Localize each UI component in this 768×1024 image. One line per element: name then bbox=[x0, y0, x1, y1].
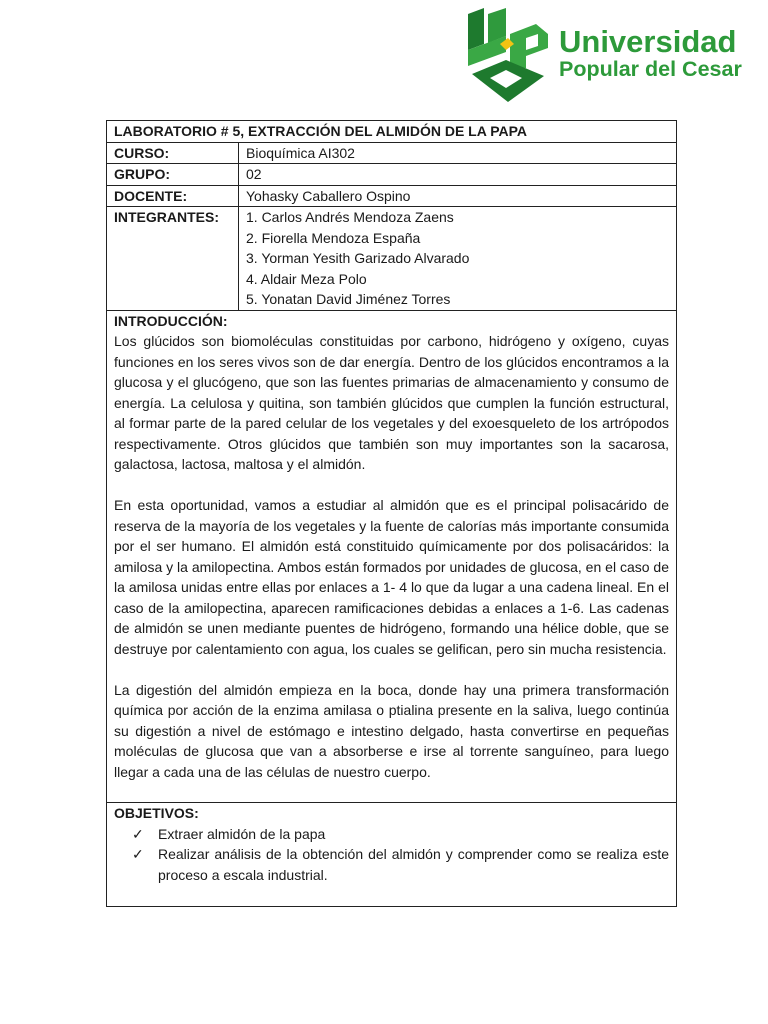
lab-info-table bbox=[106, 120, 677, 907]
curso-label: CURSO: bbox=[107, 142, 239, 164]
objective-text: Realizar análisis de la obtención del almidón y comprender como se realiza este proceso a escala industrial. bbox=[158, 846, 669, 883]
university-emblem-icon bbox=[466, 4, 558, 104]
logo-line-university: Universidad bbox=[559, 24, 737, 59]
curso-value: Bioquímica AI302 bbox=[239, 142, 677, 164]
objective-item bbox=[132, 824, 669, 845]
curso-row bbox=[107, 142, 677, 164]
objetivos-section bbox=[107, 803, 677, 907]
grupo-row bbox=[107, 164, 677, 186]
logo-line-popular-del-cesar: Popular del Cesar bbox=[559, 57, 742, 81]
member-item: 4. Aldair Meza Polo bbox=[246, 270, 367, 287]
intro-paragraph: Los glúcidos son biomoléculas constituidas por carbono, hidrógeno y oxígeno, cuyas funciones en los seres vivos son de dar energía. Dentro de los glúcidos encontramos a la glucosa y el glucógeno, que son las fuentes primarias de almacenamiento y consumo de energía. La celulosa y quitina, son también glúcidos que cumplen la función estructural, al formar parte de la pared celular de los vegetales y del exoesqueleto de los artrópodos respectivamente. Otros glúcidos que también son muy importantes son la sacarosa, galactosa, lactosa, maltosa y el almidón. bbox=[114, 333, 669, 472]
member-item: 1. Carlos Andrés Mendoza Zaens bbox=[246, 209, 454, 225]
checkmark-icon: ✓ bbox=[132, 825, 144, 842]
lab-title: LABORATORIO # 5, EXTRACCIÓN DEL ALMIDÓN DE LA PAPA bbox=[107, 121, 677, 143]
intro-paragraph: La digestión del almidón empieza en la boca, donde hay una primera transformación química por acción de la enzima amilasa o ptialina presente en la saliva, luego continúa su digestión a nivel de estómago e intestino delgado, hasta convertirse en pequeñas moléculas de glucosa que van a absorberse e irse al torrente sanguíneo, para luego llegar a cada una de las células de nuestro cuerpo. bbox=[114, 681, 669, 780]
integrantes-label: INTEGRANTES: bbox=[107, 207, 239, 311]
member-item: 3. Yorman Yesith Garizado Alvarado bbox=[246, 250, 470, 266]
member-item: 5. Yonatan David Jiménez Torres bbox=[246, 291, 451, 307]
integrantes-row bbox=[107, 207, 677, 311]
docente-label: DOCENTE: bbox=[107, 185, 239, 207]
introduccion-title: INTRODUCCIÓN: bbox=[114, 312, 228, 329]
objective-item bbox=[132, 844, 669, 885]
docente-row bbox=[107, 185, 677, 207]
objetivos-list bbox=[114, 824, 669, 886]
integrantes-list bbox=[239, 207, 677, 311]
objective-text: Extraer almidón de la papa bbox=[158, 825, 326, 842]
university-logo bbox=[466, 4, 756, 104]
checkmark-icon: ✓ bbox=[132, 846, 144, 862]
objetivos-row bbox=[107, 803, 677, 907]
docente-value: Yohasky Caballero Ospino bbox=[239, 185, 677, 207]
title-row bbox=[107, 121, 677, 143]
member-item: 2. Fiorella Mendoza España bbox=[246, 229, 421, 246]
intro-paragraph: En esta oportunidad, vamos a estudiar al almidón que es el principal polisacárido de reserva de la mayoría de los vegetales y la fuente de calorías más importante consumida por el ser humano. El almidón está constituido químicamente por dos polisacáridos: la amilosa y la amilopectina. Ambos están formados por unidades de glucosa, en el caso de la amilosa unidas entre ellas por enlaces a 1- 4 lo que da lugar a una cadena lineal. En el caso de la amilopectina, aparecen ramificaciones debidas a enlaces a 1-6. Las cadenas de almidón se unen mediante puentes de hidrógeno, formando una hélice doble, que se destruye por calentamiento con agua, los cuales se gelifican, pero sin mucha resistencia. bbox=[114, 497, 669, 657]
introduccion-section bbox=[107, 310, 677, 803]
grupo-label: GRUPO: bbox=[107, 164, 239, 186]
introduccion-row bbox=[107, 310, 677, 803]
objetivos-title: OBJETIVOS: bbox=[114, 805, 199, 821]
grupo-value: 02 bbox=[239, 164, 677, 186]
